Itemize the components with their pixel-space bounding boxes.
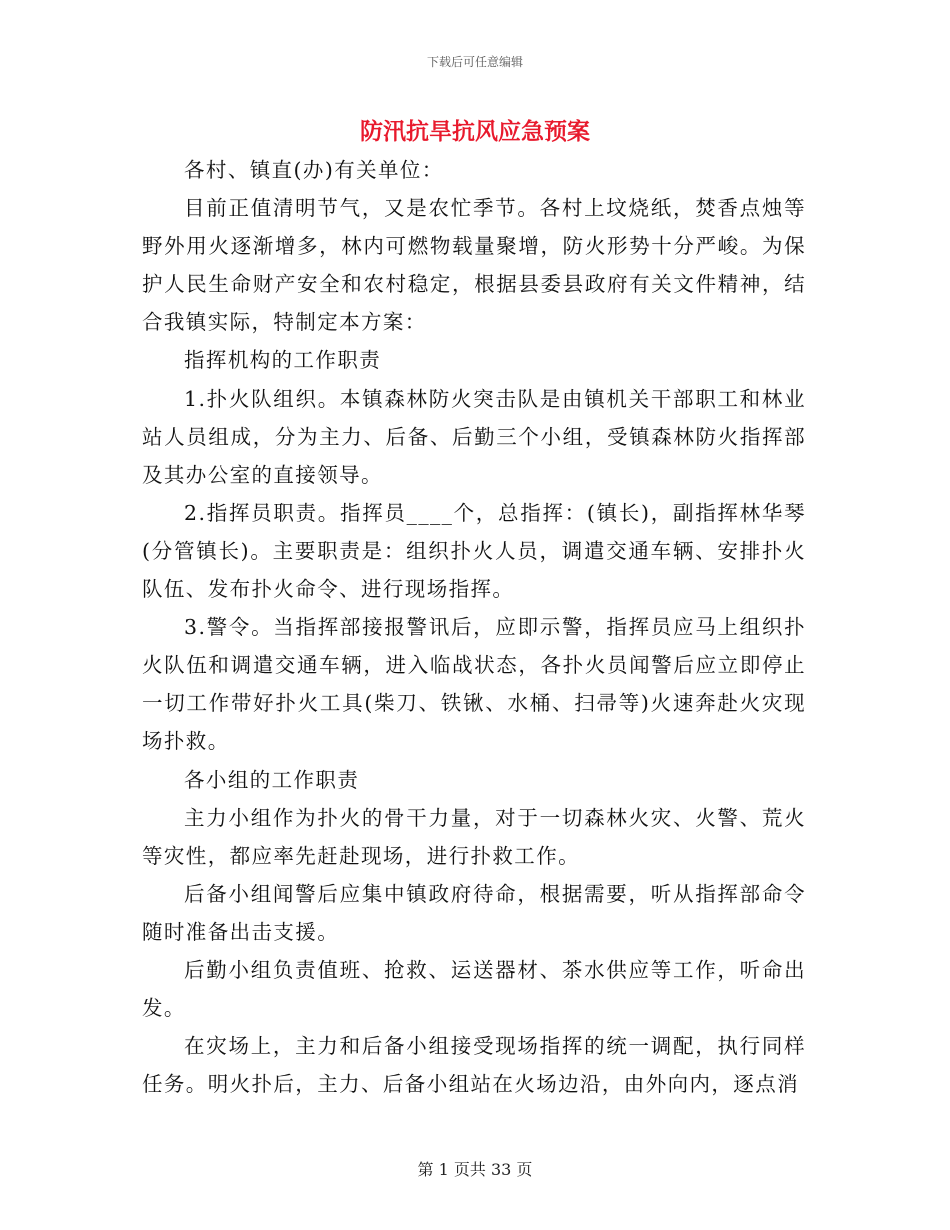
paragraph: 1.扑火队组织。本镇森林防火突击队是由镇机关干部职工和林业站人员组成，分为主力、后备、后勤三个小组，受镇森林防火指挥部及其办公室的直接领导。 — [142, 386, 806, 487]
paragraph: 后勤小组负责值班、抢救、运送器材、茶水供应等工作，听命出发。 — [142, 957, 806, 1021]
section-heading: 各小组的工作职责 — [184, 767, 360, 792]
paragraph: 后备小组闻警后应集中镇政府待命，根据需要，听从指挥部命令随时准备出击支援。 — [142, 881, 806, 944]
paragraph: 在灾场上，主力和后备小组接受现场指挥的统一调配，执行同样任务。明火扑后，主力、后备小组站在火场边沿，由外向内，逐点消 — [142, 1034, 806, 1097]
paragraph: 2.指挥员职责。指挥员____个，总指挥：(镇长)，副指挥林华琴(分管镇长)。主要职责是：组织扑火人员，调遣交通车辆、安排扑火队伍、发布扑火命令、进行现场指挥。 — [142, 500, 806, 602]
paragraph: 3.警令。当指挥部接报警讯后，应即示警，指挥员应马上组织扑火队伍和调遣交通车辆，进入临战状态，各扑火员闻警后应立即停止一切工作带好扑火工具(柴刀、铁锹、水桶、扫帚等)火速奔赴火灾现场扑救。 — [142, 615, 806, 754]
document-body — [142, 151, 806, 1103]
document-title: 防汛抗旱抗风应急预案 — [360, 119, 590, 145]
header-note: 下载后可任意编辑 — [426, 55, 523, 69]
paragraph: 目前正值清明节气，又是农忙季节。各村上坟烧纸，焚香点烛等野外用火逐渐增多，林内可燃物载量聚增，防火形势十分严峻。为保护人民生命财产安全和农村稳定，根据县委县政府有关文件精神，结合我镇实际，特制定本方案： — [142, 196, 806, 335]
paragraph-salutation: 各村、镇直(办)有关单位： — [184, 158, 444, 182]
paragraph: 主力小组作为扑火的骨干力量，对于一切森林火灾、火警、荒火等灾性，都应率先赶赴现场，进行扑救工作。 — [142, 805, 806, 868]
section-heading: 指挥机构的工作职责 — [184, 348, 382, 373]
page-number: 第 1 页共 33 页 — [417, 1160, 533, 1179]
